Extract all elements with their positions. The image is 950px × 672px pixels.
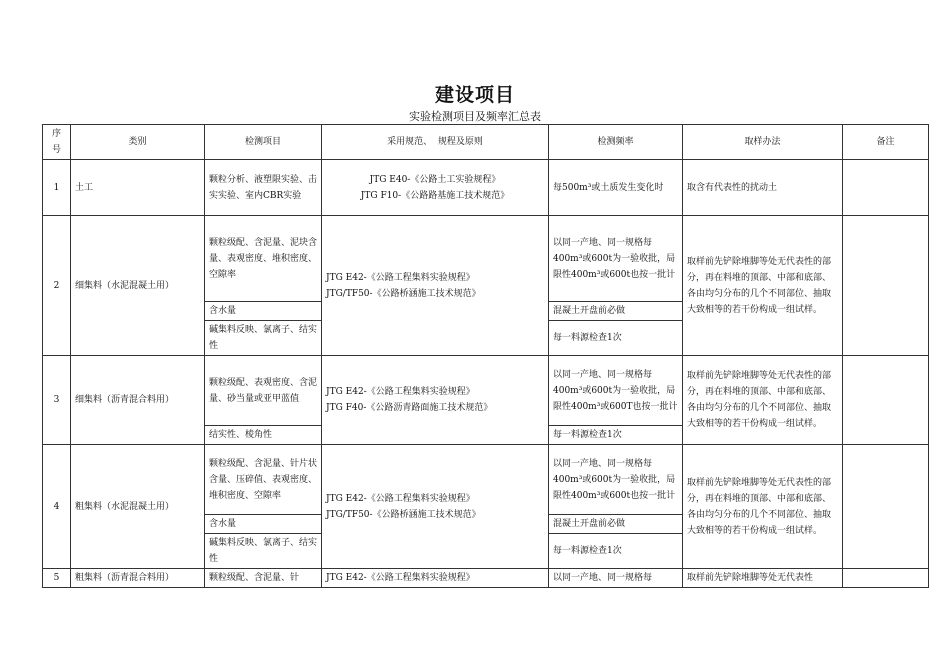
inspection-table xyxy=(42,124,929,588)
row-category: 粗集料（水泥混凝土用） xyxy=(71,445,205,569)
row-frequency: 每一料源检查1次 xyxy=(549,534,683,569)
header-remarks: 备注 xyxy=(843,125,929,160)
row-test-item: 颗粒级配、表观密度、含泥量、砂当量或亚甲蓝值 xyxy=(205,356,322,426)
row-standard: JTG E42-《公路工程集料实验规程》 xyxy=(322,569,549,588)
header-standard: 采用规范、 规程及原则 xyxy=(322,125,549,160)
row-sampling: 取含有代表性的扰动土 xyxy=(683,160,843,216)
row-category: 土工 xyxy=(71,160,205,216)
table-row xyxy=(43,445,929,515)
table-row xyxy=(43,216,929,302)
row-sampling: 取样前先铲除堆脚等处无代表性的部分，再在料堆的顶部、中部和底部、各由均匀分布的几个不同部位、抽取大致相等的若干份构成一组试样。 xyxy=(683,216,843,356)
header-sampling: 取样办法 xyxy=(683,125,843,160)
row-remarks xyxy=(843,569,929,588)
row-sampling: 取样前先铲除堆脚等处无代表性 xyxy=(683,569,843,588)
row-no: 2 xyxy=(43,216,71,356)
row-test-item: 颗粒级配、含泥量、针 xyxy=(205,569,322,588)
table-subtitle: 实验检测项目及频率汇总表 xyxy=(409,110,541,123)
table-header-row xyxy=(43,125,929,160)
row-test-item: 颗粒级配、含泥量、泥块含量、表观密度、堆积密度、空隙率 xyxy=(205,216,322,302)
row-standard: JTG E42-《公路工程集料实验规程》 JTG/TF50-《公路桥涵施工技术规范》 xyxy=(322,216,549,356)
row-category: 细集料（沥青混合料用） xyxy=(71,356,205,445)
row-category: 细集料（水泥混凝土用） xyxy=(71,216,205,356)
row-sampling: 取样前先铲除堆脚等处无代表性的部分，再在料堆的顶部、中部和底部、各由均匀分布的几个不同部位、抽取大致相等的若干份构成一组试样。 xyxy=(683,356,843,445)
header-category: 类别 xyxy=(71,125,205,160)
row-frequency: 每500m³或土质发生变化时 xyxy=(549,160,683,216)
row-remarks xyxy=(843,445,929,569)
row-remarks xyxy=(843,160,929,216)
table-row xyxy=(43,569,929,588)
row-sampling: 取样前先铲除堆脚等处无代表性的部分，再在料堆的顶部、中部和底部、各由均匀分布的几个不同部位、抽取大致相等的若干份构成一组试样。 xyxy=(683,445,843,569)
row-test-item: 结实性、棱角性 xyxy=(205,426,322,445)
row-frequency: 以同一产地、同一规格每 xyxy=(549,569,683,588)
header-test-item: 检测项目 xyxy=(205,125,322,160)
row-no: 5 xyxy=(43,569,71,588)
row-frequency: 混凝土开盘前必做 xyxy=(549,302,683,321)
header-no: 序 号 xyxy=(43,125,71,160)
row-test-item: 颗粒分析、液塑限实验、击实实验、室内CBR实验 xyxy=(205,160,322,216)
row-test-item: 含水量 xyxy=(205,515,322,534)
row-frequency: 以同一产地、同一规格每400m³或600t为一验收批，局限性400m³或600t也按一批计 xyxy=(549,445,683,515)
row-frequency: 以同一产地、同一规格每400m³或600t为一验收批，局限性400m³或600t也按一批计 xyxy=(549,216,683,302)
row-test-item: 颗粒级配、含泥量、针片状含量、压碎值、表观密度、堆积密度、空隙率 xyxy=(205,445,322,515)
table-row xyxy=(43,356,929,426)
table-row xyxy=(43,160,929,216)
row-frequency: 每一料源检查1次 xyxy=(549,426,683,445)
row-category: 粗集料（沥青混合料用） xyxy=(71,569,205,588)
row-standard: JTG E42-《公路工程集料实验规程》 JTG F40-《公路沥青路面施工技术规范》 xyxy=(322,356,549,445)
row-test-item: 碱集料反映、氯离子、结实性 xyxy=(205,534,322,569)
header-frequency: 检测频率 xyxy=(549,125,683,160)
row-no: 4 xyxy=(43,445,71,569)
row-frequency: 混凝土开盘前必做 xyxy=(549,515,683,534)
row-standard: JTG E40-《公路土工实验规程》 JTG F10-《公路路基施工技术规范》 xyxy=(322,160,549,216)
row-test-item: 含水量 xyxy=(205,302,322,321)
row-no: 1 xyxy=(43,160,71,216)
row-standard: JTG E42-《公路工程集料实验规程》 JTG/TF50-《公路桥涵施工技术规范》 xyxy=(322,445,549,569)
row-frequency: 以同一产地、同一规格每400m³或600t为一验收批，局限性400m³或600T也按一批计 xyxy=(549,356,683,426)
row-no: 3 xyxy=(43,356,71,445)
row-remarks xyxy=(843,216,929,356)
row-test-item: 碱集料反映、氯离子、结实性 xyxy=(205,321,322,356)
document-title: 建设项目 xyxy=(434,84,515,106)
row-frequency: 每一料源检查1次 xyxy=(549,321,683,356)
row-remarks xyxy=(843,356,929,445)
